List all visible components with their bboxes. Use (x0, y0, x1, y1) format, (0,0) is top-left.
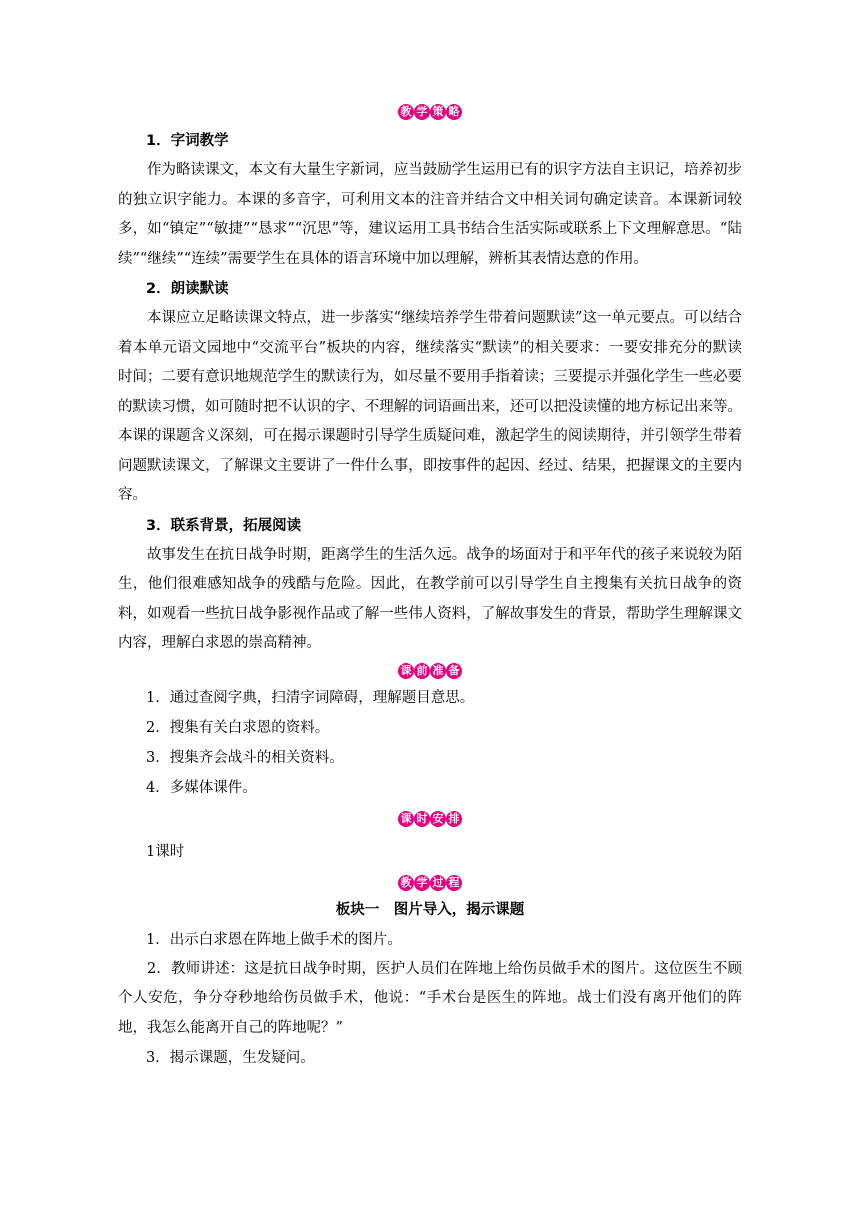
paragraph-reading: 本课应立足略读课文特点，进一步落实“继续培养学生带着问题默读”这一单元要点。可以结合着本单元语文园地中“交流平台”板块的内容，继续落实“默读”的相关要求：一要安排充分的默读时间；二要有意识地规范学生的默读行为，如尽量不要用手指着读；三要提示并强化学生一些必要的默读习惯，如可随时把不认识的字、不理解的词语画出来，还可以把没读懂的地方标记出来等。本课的课题含义深刻，可在揭示课题时引导学生质疑问难，激起学生的阅读期待，并引领学生带着问题默读课文，了解课文主要讲了一件什么事，即按事件的起因、经过、结果，把握课文的主要内容。 (118, 310, 742, 503)
badge-char: 学 (414, 875, 430, 891)
badge-char: 略 (446, 104, 462, 120)
process-item: 1．出示白求恩在阵地上做手术的图片。 (146, 931, 402, 948)
badge-char: 学 (414, 104, 430, 120)
badge (394, 100, 466, 118)
prep-item: 1．通过查阅字典，扫清字词障碍，理解题目意思。 (146, 689, 475, 706)
badge-char: 教 (398, 875, 414, 891)
prep-item: 4．多媒体课件。 (146, 779, 257, 796)
prep-item: 2．搜集有关白求恩的资料。 (146, 719, 330, 736)
section-badge-prep (118, 659, 742, 683)
block-title: 板块一 图片导入，揭示课题 (335, 901, 525, 918)
section-badge-schedule (118, 807, 742, 831)
badge-char: 课 (398, 811, 414, 827)
heading-reading: 2．朗读默读 (146, 281, 229, 297)
section-badge-strategy (118, 100, 742, 124)
schedule-text: 1课时 (146, 843, 185, 860)
badge-char: 过 (430, 875, 446, 891)
paragraph-background: 故事发生在抗日战争时期，距离学生的生活久远。战争的场面对于和平年代的孩子来说较为陌生，他们很难感知战争的残酷与危险。因此，在教学前可以引导学生自主搜集有关抗日战争的资料，如观看一些抗日战争影视作品或了解一些伟人资料，了解故事发生的背景，帮助学生理解课文内容，理解白求恩的崇高精神。 (118, 546, 742, 651)
badge-char: 备 (446, 663, 462, 679)
badge-char: 课 (398, 663, 414, 679)
prep-item: 3．搜集齐会战斗的相关资料。 (146, 749, 344, 766)
paragraph-word-teaching: 作为略读课文，本文有大量生字新词，应当鼓励学生运用已有的识字方法自主识记，培养初步的独立识字能力。本课的多音字，可利用文本的注音并结合文中相关词句确定读音。本课新词较多，如“镇定”“敏捷”“恳求”“沉思”等，建议运用工具书结合生活实际或联系上下文理解意思。“陆续”“继续”“连续”需要学生在具体的语言环境中加以理解，辨析其表情达意的作用。 (118, 162, 742, 267)
badge-char: 教 (398, 104, 414, 120)
badge-char: 排 (446, 811, 462, 827)
badge (394, 659, 466, 677)
badge-char: 策 (430, 104, 446, 120)
badge (394, 807, 466, 825)
badge-char: 前 (414, 663, 430, 679)
badge-char: 安 (430, 811, 446, 827)
process-item: 3．揭示课题，生发疑问。 (146, 1050, 315, 1066)
badge (394, 871, 466, 889)
heading-background: 3．联系背景，拓展阅读 (146, 517, 302, 534)
badge-char: 时 (414, 811, 430, 827)
process-item: 2．教师讲述：这是抗日战争时期，医护人员们在阵地上给伤员做手术的图片。这位医生不顾个人安危，争分夺秒地给伤员做手术，他说：“手术台是医生的阵地。战士们没有离开他们的阵地，我怎么能离开自己的阵地呢？” (118, 960, 742, 1036)
badge-char: 准 (430, 663, 446, 679)
section-badge-process (118, 871, 742, 895)
heading-word-teaching: 1．字词教学 (146, 133, 229, 149)
badge-char: 程 (446, 875, 462, 891)
document-page (118, 100, 742, 1073)
